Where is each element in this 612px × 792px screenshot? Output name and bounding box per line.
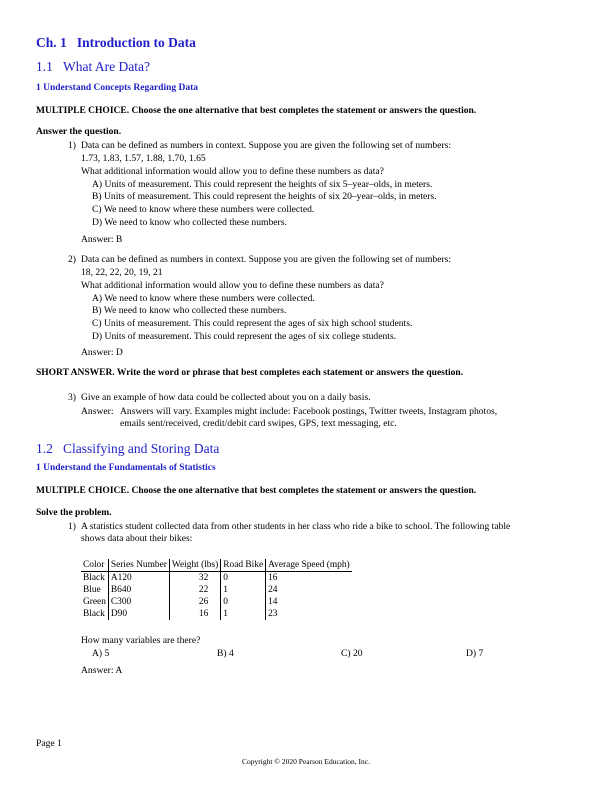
option-d: D) 7	[466, 648, 484, 659]
table-cell: 16	[268, 573, 278, 583]
table-cell: D90	[108, 608, 169, 620]
table-header-cell: Color	[81, 559, 108, 572]
table-row	[81, 596, 352, 608]
table-cell: Green	[81, 596, 108, 608]
table-cell: 32	[169, 572, 220, 585]
option-d: D) We need to know who collected these numbers.	[92, 217, 287, 228]
option-c: C) Units of measurement. This could represent the ages of six high school students.	[92, 318, 413, 329]
table-cell: 24	[268, 585, 278, 595]
answer-text-line1: Answers will vary. Examples might include: Facebook postings, Twitter tweets, Instagram photos,	[120, 406, 498, 417]
question-stem: Data can be defined as numbers in context. Suppose you are given the following set of numbers:	[81, 140, 452, 151]
mc-instruction: MULTIPLE CHOICE. Choose the one alternative that best completes the statement or answers the question.	[36, 486, 477, 496]
option-b: B) Units of measurement. This could represent the heights of six 20–year–olds, in meters.	[92, 191, 437, 202]
table-header-cell: Weight (lbs)	[169, 559, 220, 572]
question-number: 1)	[68, 521, 76, 532]
table-cell: 23	[268, 609, 278, 619]
chapter-title: Introduction to Data	[76, 35, 196, 50]
table-cell: 14	[268, 597, 278, 607]
table-row	[81, 572, 352, 585]
question-stem-cont: shows data about their bikes:	[81, 533, 193, 544]
page-number: Page 1	[36, 738, 62, 749]
section-number: 1.2	[36, 441, 53, 456]
table-cell: C300	[108, 596, 169, 608]
answer-label: Answer:	[81, 406, 114, 417]
answer-text-line2: emails sent/received, credit/debit card swipes, GPS, text messaging, etc.	[120, 418, 397, 429]
table-cell: 16	[169, 608, 220, 620]
table-row	[81, 608, 352, 620]
option-c: C) 20	[341, 648, 363, 659]
table-cell: Black	[81, 572, 108, 585]
answer-the-question: Answer the question.	[36, 127, 122, 137]
table-header-cell: Average Speed (mph)	[266, 559, 352, 572]
number-set: 1.73, 1.83, 1.57, 1.88, 1.70, 1.65	[81, 153, 206, 164]
question-prompt: What additional information would allow you to define these numbers as data?	[81, 280, 384, 291]
objective-heading: 1 Understand Concepts Regarding Data	[36, 83, 199, 93]
answer: Answer: A	[81, 665, 123, 676]
answer: Answer: B	[81, 234, 123, 245]
option-a: A) Units of measurement. This could represent the heights of six 5–year–olds, in meters.	[92, 179, 433, 190]
question-number: 3)	[68, 392, 76, 403]
table-header-cell: Series Number	[108, 559, 169, 572]
copyright: Copyright © 2020 Pearson Education, Inc.	[242, 757, 370, 766]
table-cell: Blue	[81, 584, 108, 596]
number-set: 18, 22, 22, 20, 19, 21	[81, 267, 163, 278]
question-stem: A statistics student collected data from other students in her class who ride a bike to school. The following table	[81, 521, 511, 532]
table-cell: 1	[221, 608, 266, 620]
section-title: Classifying and Storing Data	[63, 441, 220, 456]
table-cell: A120	[108, 572, 169, 585]
table-cell: B640	[108, 584, 169, 596]
table-cell: 26	[169, 596, 220, 608]
bike-data-table	[81, 559, 352, 620]
section-title: What Are Data?	[63, 59, 150, 74]
section-heading	[36, 59, 150, 75]
table-header-row	[81, 559, 352, 572]
table-cell: 1	[221, 584, 266, 596]
option-b: B) 4	[217, 648, 234, 659]
table-cell: Black	[81, 608, 108, 620]
table-cell: 22	[169, 584, 220, 596]
question-stem: Data can be defined as numbers in context. Suppose you are given the following set of numbers:	[81, 254, 452, 265]
answer: Answer: D	[81, 347, 123, 358]
option-c: C) We need to know where these numbers were collected.	[92, 204, 315, 215]
table-cell: 0	[221, 572, 266, 585]
question-number: 2)	[68, 254, 76, 265]
question-prompt: What additional information would allow you to define these numbers as data?	[81, 166, 384, 177]
option-d: D) Units of measurement. This could represent the ages of six college students.	[92, 331, 397, 342]
question-stem: Give an example of how data could be collected about you on a daily basis.	[81, 392, 371, 403]
table-cell: 0	[221, 596, 266, 608]
table-header-cell: Road Bike	[221, 559, 266, 572]
section-heading	[36, 441, 219, 457]
mc-instruction: MULTIPLE CHOICE. Choose the one alternative that best completes the statement or answers the question.	[36, 106, 477, 116]
option-a: A) 5	[92, 648, 110, 659]
sa-instruction: SHORT ANSWER. Write the word or phrase that best completes each statement or answers the question.	[36, 368, 464, 378]
table-row	[81, 584, 352, 596]
solve-problem: Solve the problem.	[36, 508, 112, 518]
section-number: 1.1	[36, 59, 53, 74]
question-number: 1)	[68, 140, 76, 151]
chapter-heading	[36, 35, 196, 51]
option-b: B) We need to know who collected these numbers.	[92, 305, 287, 316]
option-a: A) We need to know where these numbers were collected.	[92, 293, 315, 304]
objective-heading: 1 Understand the Fundamentals of Statistics	[36, 463, 216, 473]
chapter-number: Ch. 1	[36, 35, 67, 50]
question-prompt: How many variables are there?	[81, 635, 201, 646]
